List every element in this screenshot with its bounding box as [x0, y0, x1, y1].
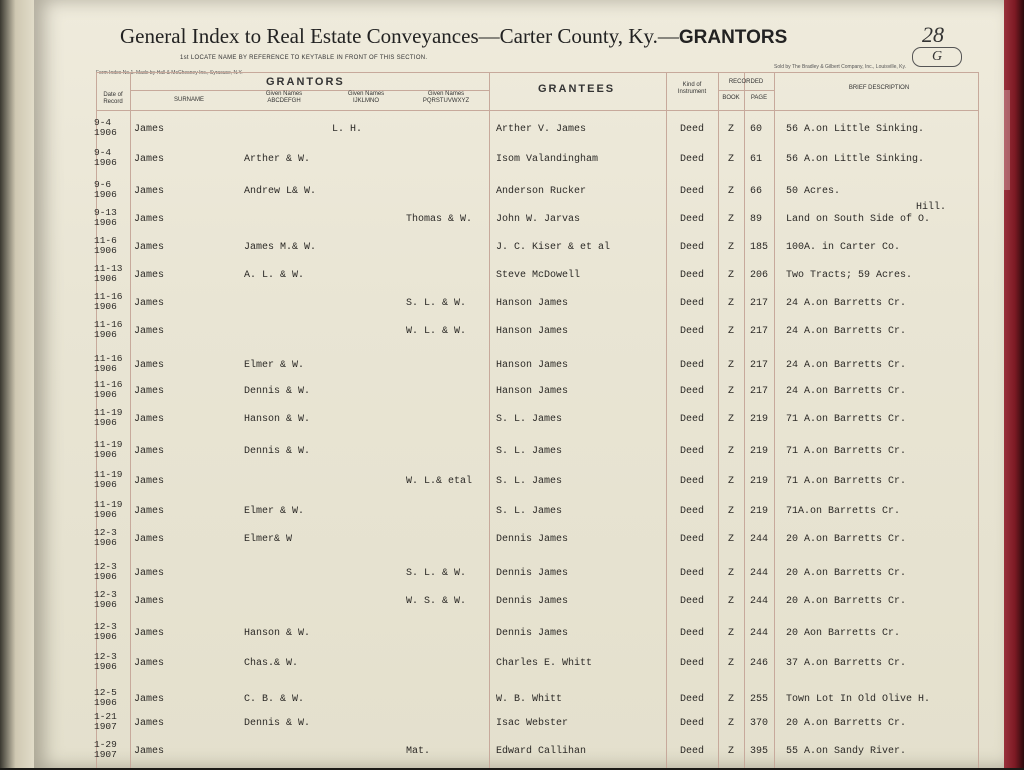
cell-date-year: 1906 — [94, 509, 117, 520]
cell-description: 71 A.on Barretts Cr. — [786, 446, 907, 457]
cell-description: Town Lot In Old Olive H. — [786, 694, 931, 705]
cell-surname: James — [134, 242, 165, 253]
cell-book: Z — [728, 214, 735, 225]
col-given-1-top: Given Names — [265, 91, 303, 97]
cell-kind: Deed — [680, 242, 705, 253]
cell-kind: Deed — [680, 568, 705, 579]
cell-date-year: 1906 — [94, 329, 117, 340]
table-row — [34, 500, 1004, 530]
cell-description: 24 A.on Barretts Cr. — [786, 298, 907, 309]
cell-given-1: Elmer & W. — [244, 506, 305, 517]
cell-kind: Deed — [680, 694, 705, 705]
cell-description: 24 A.on Barretts Cr. — [786, 386, 907, 397]
cell-grantee: Isom Valandingham — [496, 154, 599, 165]
cell-grantee: Arther V. James — [496, 124, 587, 135]
cell-given-1: Arther & W. — [244, 154, 311, 165]
cell-surname: James — [134, 628, 165, 639]
table-row — [34, 292, 1004, 322]
cell-date-year: 1906 — [94, 189, 117, 200]
cell-date-day: 11-6 — [94, 235, 117, 246]
cell-surname: James — [134, 534, 165, 545]
cell-description: 56 A.on Little Sinking. — [786, 124, 925, 135]
cell-date-day: 9-13 — [94, 207, 117, 218]
cell-description: 50 Acres. — [786, 186, 841, 197]
cell-date — [94, 236, 134, 256]
cell-date-year: 1906 — [94, 571, 117, 582]
cell-description: 20 A.on Barretts Cr. — [786, 718, 907, 729]
cell-surname: James — [134, 124, 165, 135]
cell-kind: Deed — [680, 298, 705, 309]
cell-given-1: A. L. & W. — [244, 270, 305, 281]
cell-grantee: Steve McDowell — [496, 270, 581, 281]
cell-book: Z — [728, 326, 735, 337]
cell-grantee: Isac Webster — [496, 718, 569, 729]
cell-surname: James — [134, 746, 165, 757]
cell-date-year: 1906 — [94, 245, 117, 256]
cell-date-day: 1-21 — [94, 711, 117, 722]
cell-date-year: 1906 — [94, 599, 117, 610]
page-number: 28 — [922, 22, 944, 47]
cell-date — [94, 380, 134, 400]
cell-date-day: 12-5 — [94, 687, 117, 698]
table-row — [34, 622, 1004, 652]
cell-given-3: S. L. & W. — [406, 568, 467, 579]
cell-date-day: 1-29 — [94, 739, 117, 750]
cell-grantee: W. B. Whitt — [496, 694, 563, 705]
cell-description: 24 A.on Barretts Cr. — [786, 326, 907, 337]
col-book: BOOK — [722, 95, 740, 101]
cell-grantee: J. C. Kiser & et al — [496, 242, 611, 253]
cell-given-3: W. L.& etal — [406, 476, 473, 487]
cell-date-year: 1907 — [94, 749, 117, 760]
cell-date — [94, 440, 134, 460]
cell-description: 100A. in Carter Co. — [786, 242, 901, 253]
cell-date — [94, 320, 134, 340]
cell-date-day: 11-19 — [94, 469, 123, 480]
cell-given-3: W. S. & W. — [406, 596, 467, 607]
cell-description: Land on South Side of O. — [786, 214, 931, 225]
col-given-2: IJKLMNO — [352, 98, 379, 104]
cell-grantee: John W. Jarvas — [496, 214, 581, 225]
cell-date-day: 9-4 — [94, 147, 112, 158]
cell-book: Z — [728, 628, 735, 639]
cell-date-day: 9-6 — [94, 179, 112, 190]
cell-date — [94, 652, 134, 672]
cell-surname: James — [134, 506, 165, 517]
cell-kind: Deed — [680, 154, 705, 165]
cell-surname: James — [134, 186, 165, 197]
cell-kind: Deed — [680, 476, 705, 487]
cell-grantee: Dennis James — [496, 596, 569, 607]
cell-page: 217 — [750, 298, 769, 309]
cell-page: 60 — [750, 124, 763, 135]
cell-surname: James — [134, 386, 165, 397]
cell-surname: James — [134, 414, 165, 425]
cell-date-day: 11-16 — [94, 353, 123, 364]
cell-surname: James — [134, 298, 165, 309]
cell-date — [94, 408, 134, 428]
cell-book: Z — [728, 534, 735, 545]
cell-page: 244 — [750, 596, 769, 607]
cell-date-year: 1907 — [94, 721, 117, 732]
table-row — [34, 712, 1004, 742]
cell-book: Z — [728, 298, 735, 309]
cell-given-1: Chas.& W. — [244, 658, 299, 669]
cell-page: 395 — [750, 746, 769, 757]
cell-grantee: Dennis James — [496, 568, 569, 579]
cell-grantee: Hanson James — [496, 360, 569, 371]
cell-grantee: Edward Callihan — [496, 746, 587, 757]
cell-page: 255 — [750, 694, 769, 705]
cell-page: 244 — [750, 628, 769, 639]
cell-date — [94, 528, 134, 548]
printer-note-left: Form Index No.1. Made by Hall & McChesney Inc., Syracuse, N.Y. — [96, 70, 243, 76]
cell-book: Z — [728, 506, 735, 517]
cell-date-year: 1906 — [94, 631, 117, 642]
cell-kind: Deed — [680, 326, 705, 337]
cell-kind: Deed — [680, 534, 705, 545]
cell-page: 89 — [750, 214, 763, 225]
title-bold: GRANTORS — [678, 27, 788, 48]
cell-kind: Deed — [680, 506, 705, 517]
cell-kind: Deed — [680, 718, 705, 729]
col-recorded: RECORDED — [728, 79, 764, 85]
cell-description: 37 A.on Barretts Cr. — [786, 658, 907, 669]
cell-surname: James — [134, 596, 165, 607]
cell-book: Z — [728, 186, 735, 197]
cell-surname: James — [134, 658, 165, 669]
cell-page: 370 — [750, 718, 769, 729]
col-given-3: PQRSTUVWXYZ — [422, 98, 470, 104]
cell-date-year: 1906 — [94, 537, 117, 548]
cell-page: 66 — [750, 186, 763, 197]
table-row — [34, 202, 1004, 238]
cell-grantee: S. L. James — [496, 414, 563, 425]
cell-date — [94, 688, 134, 708]
cell-grantee: Hanson James — [496, 298, 569, 309]
cell-date — [94, 590, 134, 610]
cell-date-day: 11-16 — [94, 319, 123, 330]
cell-page: 219 — [750, 446, 769, 457]
cell-given-1: Hanson & W. — [244, 414, 311, 425]
cell-date-year: 1906 — [94, 479, 117, 490]
cell-page: 217 — [750, 326, 769, 337]
cell-given-1: C. B. & W. — [244, 694, 305, 705]
cell-date-day: 12-3 — [94, 651, 117, 662]
cell-grantee: Charles E. Whitt — [496, 658, 593, 669]
cell-grantee: Dennis James — [496, 628, 569, 639]
cell-kind: Deed — [680, 124, 705, 135]
cell-grantee: Dennis James — [496, 534, 569, 545]
cell-date — [94, 500, 134, 520]
cell-date — [94, 292, 134, 312]
cell-kind: Deed — [680, 446, 705, 457]
cell-date-day: 12-3 — [94, 561, 117, 572]
cell-date-year: 1906 — [94, 157, 117, 168]
cell-kind: Deed — [680, 746, 705, 757]
cell-date-year: 1906 — [94, 417, 117, 428]
cell-date — [94, 470, 134, 490]
cell-date — [94, 354, 134, 374]
cell-surname: James — [134, 446, 165, 457]
cell-grantee: S. L. James — [496, 476, 563, 487]
table-row — [34, 118, 1004, 148]
cell-kind: Deed — [680, 270, 705, 281]
table-row — [34, 320, 1004, 350]
cell-page: 219 — [750, 414, 769, 425]
cell-date-year: 1906 — [94, 301, 117, 312]
cell-given-1: Elmer& W — [244, 534, 293, 545]
cell-kind: Deed — [680, 596, 705, 607]
cell-description-extra: Hill. — [916, 202, 947, 213]
cell-book: Z — [728, 124, 735, 135]
table-row — [34, 528, 1004, 558]
table-row — [34, 264, 1004, 294]
cell-description: 71 A.on Barretts Cr. — [786, 414, 907, 425]
cell-book: Z — [728, 386, 735, 397]
col-grantors: GRANTORS — [266, 76, 345, 88]
cell-date — [94, 148, 134, 168]
cell-date — [94, 118, 134, 138]
cell-page: 244 — [750, 534, 769, 545]
cell-date-day: 12-3 — [94, 621, 117, 632]
cell-kind: Deed — [680, 186, 705, 197]
cell-date — [94, 208, 134, 228]
cell-description: 20 Aon Barretts Cr. — [786, 628, 901, 639]
cell-book: Z — [728, 360, 735, 371]
cell-date-year: 1906 — [94, 389, 117, 400]
cell-description: 20 A.on Barretts Cr. — [786, 534, 907, 545]
col-grantees: GRANTEES — [538, 83, 616, 95]
cell-grantee: S. L. James — [496, 506, 563, 517]
cell-page: 219 — [750, 506, 769, 517]
cell-date-year: 1906 — [94, 449, 117, 460]
cell-date-day: 11-16 — [94, 291, 123, 302]
printer-note-right: Sold by The Bradley & Gilbert Company, Inc., Louisville, Ky. — [774, 64, 907, 70]
cell-date-year: 1906 — [94, 127, 117, 138]
cell-book: Z — [728, 746, 735, 757]
cell-book: Z — [728, 596, 735, 607]
cell-surname: James — [134, 360, 165, 371]
cell-given-3: Mat. — [406, 746, 431, 757]
cell-book: Z — [728, 414, 735, 425]
cell-surname: James — [134, 214, 165, 225]
cell-book: Z — [728, 694, 735, 705]
cell-surname: James — [134, 694, 165, 705]
cell-given-1: James M.& W. — [244, 242, 317, 253]
cell-description: 55 A.on Sandy River. — [786, 746, 907, 757]
cell-given-3: W. L. & W. — [406, 326, 467, 337]
cell-date-year: 1906 — [94, 273, 117, 284]
cell-kind: Deed — [680, 414, 705, 425]
cell-book: Z — [728, 476, 735, 487]
cell-surname: James — [134, 326, 165, 337]
cell-surname: James — [134, 568, 165, 579]
col-date: Date of Record — [103, 92, 123, 105]
cell-date — [94, 180, 134, 200]
cell-date-day: 11-16 — [94, 379, 123, 390]
table-row — [34, 562, 1004, 592]
cell-description: 20 A.on Barretts Cr. — [786, 596, 907, 607]
cell-kind: Deed — [680, 628, 705, 639]
cell-page: 244 — [750, 568, 769, 579]
cell-book: Z — [728, 718, 735, 729]
cell-book: Z — [728, 242, 735, 253]
cell-given-1: Dennis & W. — [244, 386, 311, 397]
cell-page: 185 — [750, 242, 769, 253]
cell-description: 24 A.on Barretts Cr. — [786, 360, 907, 371]
cell-date-day: 11-13 — [94, 263, 123, 274]
cell-book: Z — [728, 270, 735, 281]
table-row — [34, 236, 1004, 266]
cell-given-1: Andrew L& W. — [244, 186, 317, 197]
cell-grantee: Hanson James — [496, 386, 569, 397]
cell-page: 61 — [750, 154, 763, 165]
cell-grantee: S. L. James — [496, 446, 563, 457]
cell-kind: Deed — [680, 360, 705, 371]
cell-given-1: Dennis & W. — [244, 718, 311, 729]
cell-surname: James — [134, 154, 165, 165]
col-surname: SURNAME — [173, 97, 204, 103]
cell-date — [94, 712, 134, 732]
title-text: General Index to Real Estate Conveyances—Carter County, Ky.— — [120, 24, 679, 48]
cell-given-3: Thomas & W. — [406, 214, 473, 225]
cell-surname: James — [134, 476, 165, 487]
cell-date — [94, 562, 134, 582]
col-given-2-top: Given Names — [347, 91, 385, 97]
cell-date-day: 11-19 — [94, 439, 123, 450]
cell-kind: Deed — [680, 214, 705, 225]
cell-kind: Deed — [680, 658, 705, 669]
table-row — [34, 408, 1004, 438]
table-row — [34, 440, 1004, 470]
cell-date — [94, 622, 134, 642]
cell-date-day: 12-3 — [94, 589, 117, 600]
table-row — [34, 590, 1004, 620]
cell-book: Z — [728, 568, 735, 579]
table-row — [34, 380, 1004, 410]
cell-date-day: 9-4 — [94, 117, 112, 128]
cell-date-year: 1906 — [94, 697, 117, 708]
cell-page: 217 — [750, 386, 769, 397]
cell-page: 217 — [750, 360, 769, 371]
cell-book: Z — [728, 658, 735, 669]
cell-given-1: Dennis & W. — [244, 446, 311, 457]
cell-date-day: 12-3 — [94, 527, 117, 538]
cell-book: Z — [728, 154, 735, 165]
cell-description: 56 A.on Little Sinking. — [786, 154, 925, 165]
cell-grantee: Anderson Rucker — [496, 186, 587, 197]
cell-given-1: Elmer & W. — [244, 360, 305, 371]
cell-page: 206 — [750, 270, 769, 281]
cell-page: 246 — [750, 658, 769, 669]
cell-given-3: S. L. & W. — [406, 298, 467, 309]
table-row — [34, 470, 1004, 500]
table-row — [34, 652, 1004, 682]
subtitle: 1st LOCATE NAME BY REFERENCE TO KEYTABLE IN FRONT OF THIS SECTION. — [180, 55, 428, 61]
cell-date-year: 1906 — [94, 363, 117, 374]
page-title — [120, 24, 980, 49]
col-page: PAGE — [750, 95, 768, 101]
cell-surname: James — [134, 718, 165, 729]
cell-date-day: 11-19 — [94, 499, 123, 510]
table-row — [34, 740, 1004, 770]
cell-given-2: L. H. — [332, 124, 363, 135]
cell-date-day: 11-19 — [94, 407, 123, 418]
cell-description: 71A.on Barretts Cr. — [786, 506, 901, 517]
table-row — [34, 148, 1004, 178]
cell-date — [94, 740, 134, 760]
cell-kind: Deed — [680, 386, 705, 397]
cell-surname: James — [134, 270, 165, 281]
page-letter: G — [912, 47, 962, 67]
cell-description: 20 A.on Barretts Cr. — [786, 568, 907, 579]
cell-date-year: 1906 — [94, 217, 117, 228]
cell-date — [94, 264, 134, 284]
cell-page: 219 — [750, 476, 769, 487]
cell-description: 71 A.on Barretts Cr. — [786, 476, 907, 487]
cell-grantee: Hanson James — [496, 326, 569, 337]
cell-date-year: 1906 — [94, 661, 117, 672]
table-row — [34, 180, 1004, 210]
col-description: BRIEF DESCRIPTION — [848, 85, 910, 91]
cell-book: Z — [728, 446, 735, 457]
cell-description: Two Tracts; 59 Acres. — [786, 270, 913, 281]
cell-given-1: Hanson & W. — [244, 628, 311, 639]
col-given-3-top: Given Names — [427, 91, 465, 97]
col-kind: Kind of Instrument — [677, 82, 707, 95]
col-given-1: ABCDEFGH — [267, 98, 301, 104]
ledger-page — [34, 0, 1004, 768]
